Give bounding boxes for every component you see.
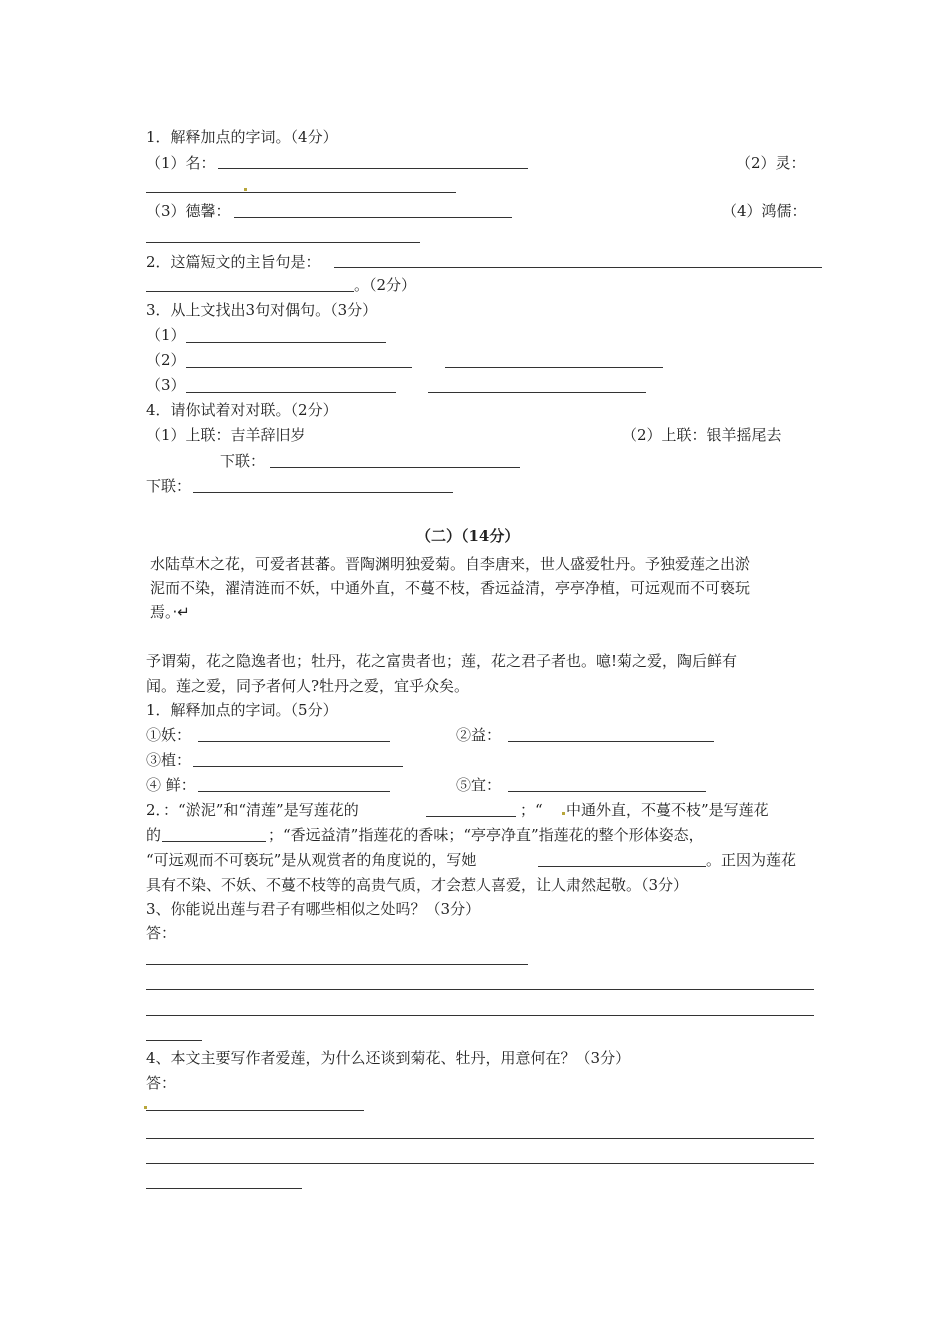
p2-q3-answer-line-4[interactable]: [146, 1040, 202, 1041]
p2-q2-blank-1[interactable]: [426, 816, 516, 817]
couplet-2-lower-label: 下联：: [146, 477, 192, 495]
p2-q1-a-label: ①妖：: [146, 726, 192, 744]
p2-q2-line1c: 中通外直，不蔓不枝”是写莲花: [566, 801, 769, 819]
p2-q4-answer-line-1[interactable]: [146, 1110, 364, 1111]
passage-line-1: 水陆草木之花，可爱者甚蕃。晋陶渊明独爱菊。自李唐来，世人盛爱牡丹。予独爱莲之出淤: [150, 555, 751, 573]
couplet-1-upper: （1）上联：吉羊辞旧岁: [146, 426, 306, 444]
p2-q3-answer-line-3[interactable]: [146, 1015, 814, 1016]
passage2-line-2: 闻。莲之爱，同予者何人?牡丹之爱，宜乎众矣。: [146, 677, 470, 695]
q1-item-2-blank[interactable]: [146, 192, 456, 193]
couplet-2-lower-blank[interactable]: [193, 492, 453, 493]
p2-q3-title: 3、你能说出莲与君子有哪些相似之处吗？（3分）: [146, 900, 481, 918]
p2-q4-answer-line-4[interactable]: [146, 1188, 302, 1189]
q4-title: 4．请你试着对对联。（2分）: [146, 401, 338, 419]
q3-item-2-label: （2）: [146, 351, 186, 369]
passage-line-2: 泥而不染，濯清涟而不妖，中通外直，不蔓不枝，香远益清，亭亭净植，可远观而不可亵玩: [150, 579, 751, 597]
q2-title: 2．这篇短文的主旨句是：: [146, 253, 321, 271]
q1-title: 1．解释加点的字词。（4分）: [146, 128, 338, 146]
p2-q1-b-blank[interactable]: [508, 741, 714, 742]
couplet-1-lower-label: 下联：: [220, 452, 266, 470]
p2-q1-e-label: ⑤宜：: [456, 776, 502, 794]
p2-q3-answer-line-1[interactable]: [146, 964, 528, 965]
p2-q2-blank-2[interactable]: [162, 841, 266, 842]
q3-item-3-blank-b[interactable]: [428, 392, 646, 393]
p2-q3-answer-line-2[interactable]: [146, 989, 814, 990]
q3-item-2-blank-b[interactable]: [445, 367, 663, 368]
q1-item-2-label: （2）灵：: [736, 154, 806, 172]
q3-item-3-blank-a[interactable]: [186, 392, 396, 393]
p2-q4-answer-line-2[interactable]: [146, 1138, 814, 1139]
q3-item-2-blank-a[interactable]: [186, 367, 412, 368]
q3-title: 3．从上文找出3句对偶句。（3分）: [146, 301, 378, 319]
p2-q2-line1a: 2．：“淤泥”和“清莲”是写莲花的: [146, 801, 359, 819]
q1-item-3-blank[interactable]: [234, 217, 512, 218]
p2-q4-answer-label: 答：: [146, 1074, 177, 1092]
q1-item-4-blank[interactable]: [146, 242, 420, 243]
p2-q1-d-label: ④ 鲜：: [146, 776, 196, 794]
p2-q2-line2a: 的: [146, 826, 162, 844]
q3-item-1-blank[interactable]: [186, 342, 386, 343]
q1-item-1-label: （1）名：: [146, 154, 216, 172]
section-heading: （二）（14分）: [416, 527, 520, 545]
p2-q2-line3b: 。正因为莲花: [706, 851, 797, 869]
p2-q2-line1b: ；“: [520, 801, 543, 819]
p2-q4-title: 4、本文主要写作者爱莲，为什么还谈到菊花、牡丹，用意何在？（3分）: [146, 1049, 631, 1067]
p2-q1-title: 1．解释加点的字词。（5分）: [146, 701, 338, 719]
p2-q2-blank-3[interactable]: [538, 866, 706, 867]
q2-blank-2[interactable]: [146, 291, 354, 292]
p2-q1-d-blank[interactable]: [198, 791, 390, 792]
passage-line-3: 焉。·↵: [150, 603, 190, 621]
q2-blank-1[interactable]: [334, 267, 822, 268]
q1-item-4-label: （4）鸿儒：: [722, 202, 807, 220]
mark-dot: [144, 1106, 147, 1109]
q2-end: 。（2分）: [354, 276, 417, 294]
p2-q4-answer-line-3[interactable]: [146, 1163, 814, 1164]
p2-q2-line3a: “可远观而不可亵玩”是从观赏者的角度说的，写她: [146, 851, 477, 869]
p2-q2-line2b: ；“香远益清”指莲花的香味；“亭亭净直”指莲花的整个形体姿态，: [268, 826, 704, 844]
p2-q2-line4: 具有不染、不妖、不蔓不枝等的高贵气质，才会惹人喜爱，让人肃然起敬。（3分）: [146, 876, 689, 894]
mark-dot: [244, 188, 247, 191]
mark-dot: [562, 812, 565, 815]
p2-q1-e-blank[interactable]: [508, 791, 706, 792]
couplet-2-upper: （2）上联：银羊摇尾去: [622, 426, 782, 444]
passage2-line-1: 予谓菊，花之隐逸者也；牡丹，花之富贵者也；莲，花之君子者也。噫!菊之爱，陶后鲜有: [146, 652, 738, 670]
p2-q1-c-label: ③植：: [146, 751, 192, 769]
couplet-1-lower-blank[interactable]: [270, 467, 520, 468]
p2-q1-b-label: ②益：: [456, 726, 502, 744]
q3-item-3-label: （3）: [146, 376, 186, 394]
p2-q3-answer-label: 答：: [146, 924, 177, 942]
p2-q1-c-blank[interactable]: [193, 766, 403, 767]
q1-item-3-label: （3）德馨：: [146, 202, 231, 220]
q1-item-1-blank[interactable]: [218, 168, 528, 169]
p2-q1-a-blank[interactable]: [198, 741, 390, 742]
q3-item-1-label: （1）: [146, 326, 186, 344]
